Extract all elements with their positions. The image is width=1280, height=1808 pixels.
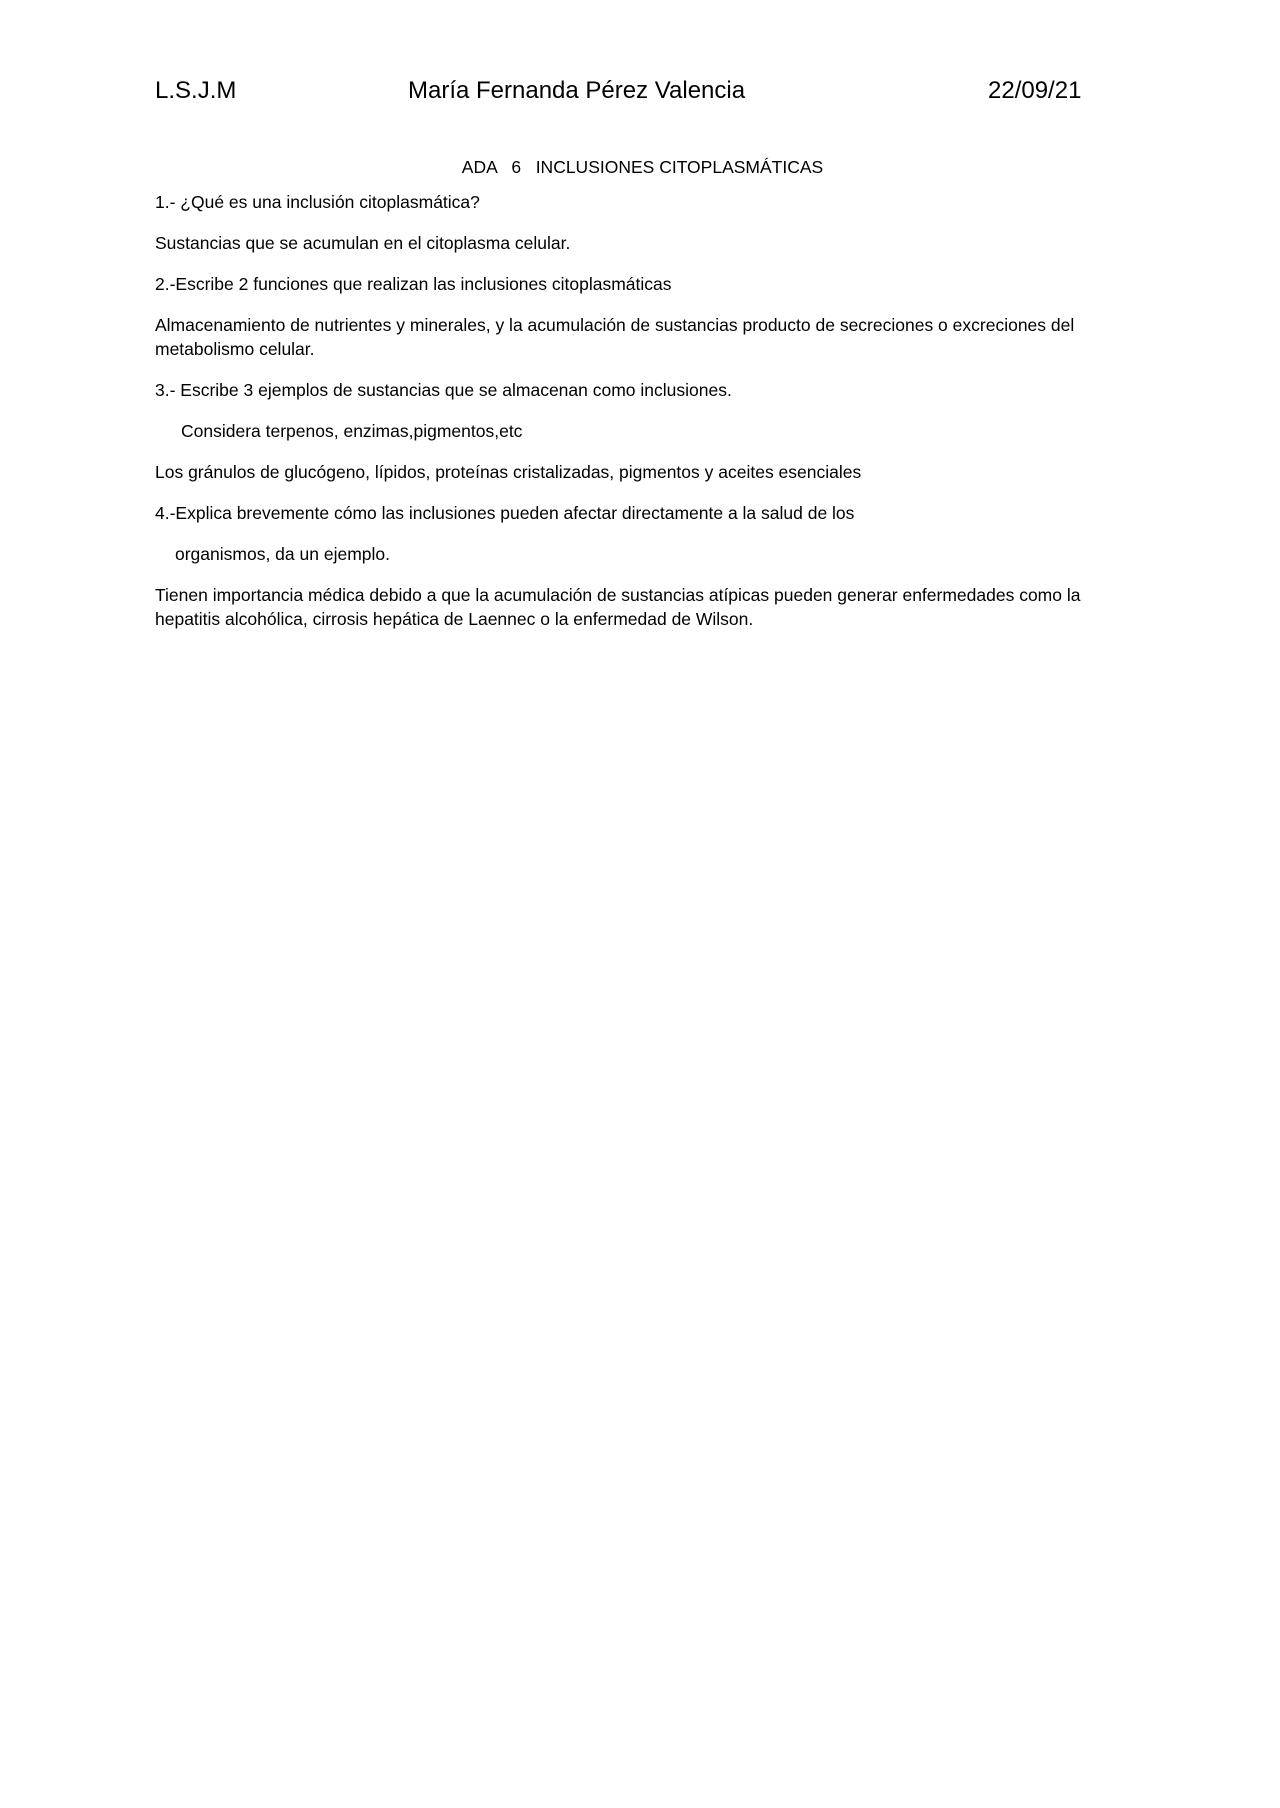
header-author-name: María Fernanda Pérez Valencia bbox=[408, 77, 746, 104]
question-3-note: Considera terpenos, enzimas,pigmentos,etc bbox=[181, 421, 523, 441]
question-3: 3.- Escribe 3 ejemplos de sustancias que se almacenan como inclusiones. bbox=[155, 380, 732, 400]
document-title: ADA 6 INCLUSIONES CITOPLASMÁTICAS bbox=[461, 157, 824, 177]
header-initials: L.S.J.M bbox=[155, 77, 237, 104]
document-body bbox=[155, 155, 1130, 648]
header-date: 22/09/21 bbox=[988, 77, 1082, 104]
answer-2: Almacenamiento de nutrientes y minerales, y la acumulación de sustancias producto de secreciones o excreciones del metabolismo celular. bbox=[155, 315, 1075, 359]
answer-3: Los gránulos de glucógeno, lípidos, proteínas cristalizadas, pigmentos y aceites esenciales bbox=[155, 462, 862, 482]
question-1: 1.- ¿Qué es una inclusión citoplasmática? bbox=[155, 192, 480, 212]
question-4-line-1: 4.-Explica brevemente cómo las inclusiones pueden afectar directamente a la salud de los bbox=[155, 503, 855, 523]
answer-4: Tienen importancia médica debido a que la acumulación de sustancias atípicas pueden generar enfermedades como la hepatitis alcohólica, cirrosis hepática de Laennec o la enfermedad de Wilson. bbox=[155, 585, 1081, 629]
answer-1: Sustancias que se acumulan en el citoplasma celular. bbox=[155, 233, 571, 253]
question-4-line-2: organismos, da un ejemplo. bbox=[175, 544, 390, 564]
question-2: 2.-Escribe 2 funciones que realizan las inclusiones citoplasmáticas bbox=[155, 274, 672, 294]
